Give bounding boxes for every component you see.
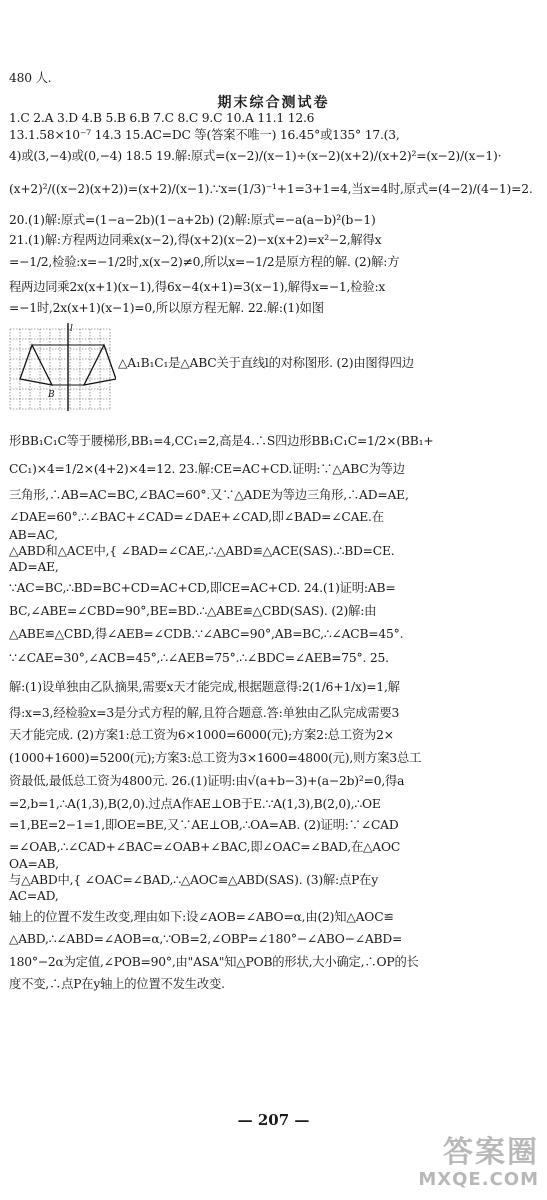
answer-line: CC₁)×4=1/2×(4+2)×4=12. 23.解:CE=AC+CD.证明:∵△ABC为等边 [9, 462, 405, 476]
answer-line: △A₁B₁C₁是△ABC关于直线l的对称图形. (2)由图得四边 [118, 356, 414, 370]
answer-line: ∠DAE=60°.∴∠BAC+∠CAD=∠DAE+∠CAD,即∠BAD=∠CAE.在 [9, 510, 384, 524]
answer-line: AD=AE, [9, 560, 59, 574]
answer-line: =∠OAB,∴∠CAD+∠BAC=∠OAB+∠BAC,即∠OAC=∠BAD,在△AOC [9, 840, 401, 854]
grid-diagram [8, 323, 116, 411]
answer-line: △ABD和△ACE中,{ ∠BAD=∠CAE,∴△ABD≌△ACE(SAS).∴BD=CE. [9, 544, 395, 558]
page-number: — 207 — [237, 1111, 310, 1129]
answer-line: =1,BE=2−1=1,即OE=BE,又∵AE⊥OB,∴OA=AB. (2)证明:∵∠CAD [9, 818, 399, 832]
answer-line: ∵∠CAE=30°,∠ACB=45°,∴∠AEB=75°.∴∠BDC=∠AEB=75°. 25. [9, 651, 389, 665]
answer-line: BC,∠ABE=∠CBD=90°,BE=BD.∴△ABE≌△CBD(SAS). (2)解:由 [9, 604, 377, 618]
answer-line: OA=AB, [9, 857, 59, 871]
answer-line: 得:x=3,经检验x=3是分式方程的解,且符合题意.答:单独由乙队完成需要3 [9, 706, 400, 720]
answer-line: =2,b=1,∴A(1,3),B(2,0).过点A作AE⊥OB于E.∵A(1,3),B(2,0),∴OE [9, 797, 381, 811]
answer-line: 形BB₁C₁C等于腰梯形,BB₁=4,CC₁=2,高是4.∴S四边形BB₁C₁C=1/2×(BB₁+ [9, 434, 434, 448]
answer-line: 与△ABD中,{ ∠OAC=∠BAD,∴△AOC≌△ABD(SAS). (3)解:点P在y [9, 873, 378, 887]
answer-line: 4)或(3,−4)或(0,−4) 18.5 19.解:原式=(x−2)/(x−1)÷(x−2)(x+2)/(x+2)²=(x−2)/(x−1)· [9, 149, 502, 163]
answer-line: 三角形,∴AB=AC=BC,∠BAC=60°.又∵△ADE为等边三角形,∴AD=AE, [9, 488, 409, 502]
answer-line: △ABE≌△CBD,得∠AEB=∠CDB.∵∠ABC=90°,AB=BC,∴∠ACB=45°. [9, 627, 404, 641]
site-watermark [389, 1136, 539, 1194]
answer-line: (x+2)²/((x−2)(x+2))=(x+2)/(x−1).∵x=(1/3)⁻¹+1=3+1=4,当x=4时,原式=(4−2)/(4−1)=2. [9, 182, 533, 196]
answer-line: 13.1.58×10⁻⁷ 14.3 15.AC=DC 等(答案不唯一) 16.45°或135° 17.(3, [9, 128, 400, 142]
answer-line: 度不变,∴点P在y轴上的位置不发生改变. [9, 977, 225, 991]
answer-line: 天才能完成. (2)方案1:总工资为6×1000=6000(元);方案2:总工资为2× [9, 728, 394, 742]
answer-line: 20.(1)解:原式=(1−a−2b)(1−a+2b) (2)解:原式=−a(a−b)²(b−1) [9, 213, 376, 227]
top-text: 480 人. [9, 71, 52, 85]
answer-line: 21.(1)解:方程两边同乘x(x−2),得(x+2)(x−2)−x(x+2)=x²−2,解得x [9, 233, 382, 247]
answer-line: (1000+1600)=5200(元);方案3:总工资为3×1600=4800(元),则方案3总工 [9, 751, 422, 765]
answer-line: ∵AC=BC,∴BD=BC+CD=AC+CD,即CE=AC+CD. 24.(1)证明:AB= [9, 581, 396, 595]
answer-line: 资最低,最低总工资为4800元. 26.(1)证明:由√(a+b−3)+(a−2b)²=0,得a [9, 774, 405, 788]
answer-line: AB=AC, [9, 528, 58, 542]
watermark-domain: MXQE.COM [418, 1169, 539, 1190]
answer-line: △ABD,∴∠ABD=∠AOB=α,∵OB=2,∠OBP=∠180°−∠ABO−∠ABD= [9, 932, 403, 946]
answer-line: 1.C 2.A 3.D 4.B 5.B 6.B 7.C 8.C 9.C 10.A 11.1 12.6 [9, 111, 315, 125]
symmetry-figure [8, 323, 116, 411]
answer-line: =−1/2,检验:x=−1/2时,x(x−2)≠0,所以x=−1/2是原方程的解. (2)解:方 [9, 255, 400, 269]
answer-line: 轴上的位置不发生改变,理由如下:设∠AOB=∠ABO=α,由(2)知△AOC≌ [9, 910, 394, 924]
answer-line: 程两边同乘2x(x+1)(x−1),得6x−4(x+1)=3(x−1),解得x=−1,检验:x [9, 280, 386, 294]
section-title: 期末综合测试卷 [217, 95, 330, 111]
answer-line: =−1时,2x(x+1)(x−1)=0,所以原方程无解. 22.解:(1)如图 [9, 301, 324, 315]
label-l: l [70, 324, 73, 334]
watermark-logo-text: 答案圈 [443, 1135, 539, 1170]
label-b: B [48, 390, 55, 400]
answer-line: 180°−2α为定值,∠POB=90°,由"ASA"知△POB的形状,大小确定,∴OP的长 [9, 955, 419, 969]
answer-line: AC=AD, [9, 889, 59, 903]
answer-line: 解:(1)设单独由乙队摘果,需要x天才能完成,根据题意得:2(1/6+1/x)=1,解 [9, 680, 400, 694]
